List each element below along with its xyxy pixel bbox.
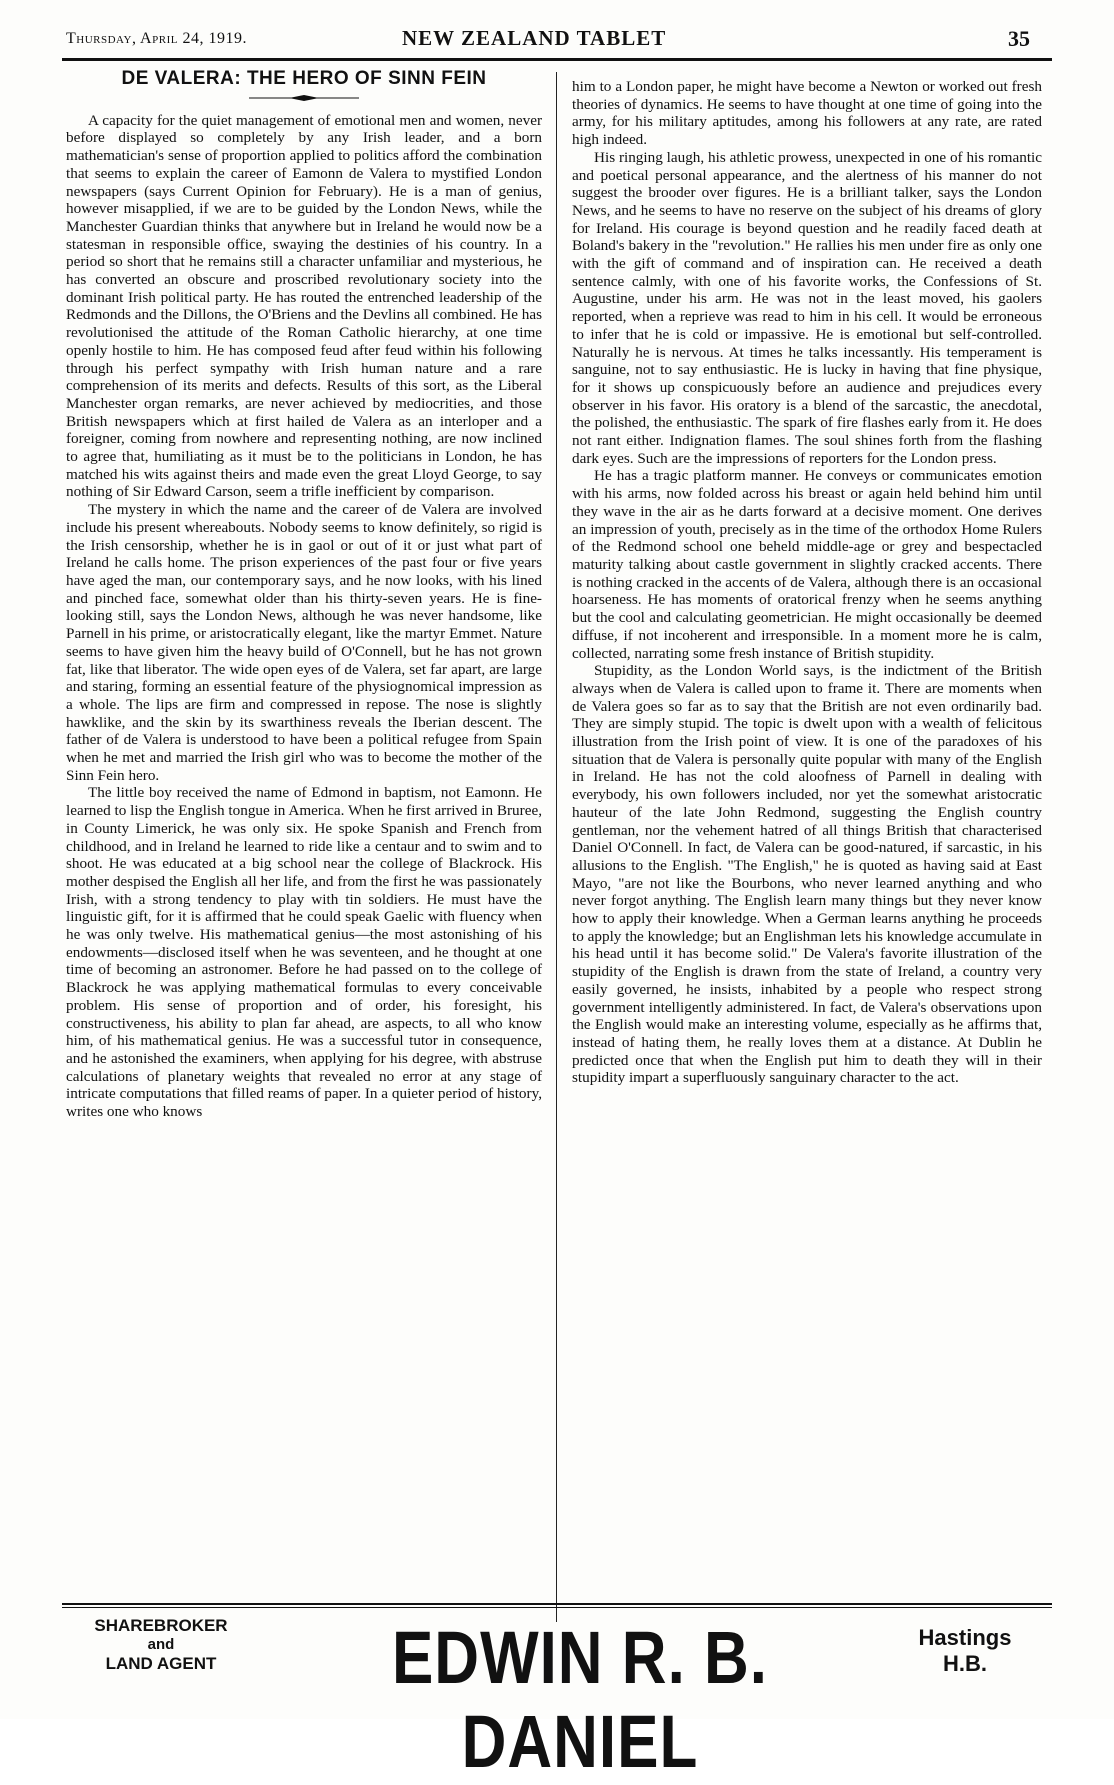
article-paragraph: The little boy received the name of Edmond in baptism, not Eamonn. He learned to lisp the English tongue in America. When he first arrived in Bruree, in County Limerick, he was only six. He spoke Spanish and French from childhood, and in Ireland he learned to ride like a centaur and to swim and to shoot. He was educated at a big school near the college of Blackrock. His mother despised the English all her life, and from the first he was passionately Irish, with a strong tendency to play with tin soldiers. He must have the linguistic gift, for it is affirmed that he could speak Gaelic with fluency when he was only twelve. His mathematical genius—the most astonishing of his endowments—disclosed itself when he was seventeen, and he thought at one time of becoming an astronomer. Before he had passed on to the college of Blackrock he was applying mathematical formulas to every conceivable problem. His sense of proportion and of order, his foresight, his constructiveness, his ability to plan far ahead, are aspects, to all who know him, of his mathematical genius. He was a successful tutor in consequence, and he astonished the examiners, when applying for his degree, with abstruse calculations of planetary weights that revealed no error at any stage of intricate computations that filled reams of paper. In a quieter period of history, writes one who knows (66, 784, 542, 1121)
article-paragraph: Stupidity, as the London World says, is the indictment of the British always when de Valera is called upon to frame it. There are moments when de Valera goes so far as to say that the British are not even ordinarily bad. They are simply stupid. The topic is dwelt upon with a wealth of felicitous illustration from the Irish point of view. It is one of the paradoxes of his situation that de Valera is personally quite popular with many of the English in Ireland. He has not the cold aloofness of Parnell in dealing with everybody, his own followers included, nor yet the somewhat aristocratic hauteur of the late John Redmond, suggesting the English country gentleman, nor the vehement hatred of all things British that characterised Daniel O'Connell. In fact, de Valera can be good-natured, if sarcastic, in his allusions to the English. "The English," he is quoted as having said at East Mayo, "are not like the Bourbons, who never learned anything and who never forgot anything. The English learn many things but they never know how to apply their knowledge. When a German learns anything he proceeds to apply the knowledge; but an Englishman lets his knowledge accumulate in his head until it has become solid." De Valera's favorite illustration of the stupidity of the English is drawn from the state of Ireland, a country very easily governed, he insists, inhabited by a people who respect strong government intelligently administered. In fact, de Valera's observations upon the English would make an interesting volume, especially as he affirms that, instead of hating them, he really loves them at a distance. At Dublin he predicted once that when the English put him to death they will in their stupidity impart a superfluously sanguinary character to the act. (572, 662, 1042, 1087)
page-number: 35 (1008, 26, 1030, 51)
right-column (572, 78, 1042, 1087)
newspaper-title: NEW ZEALAND TABLET (402, 26, 667, 50)
masthead (0, 0, 1114, 60)
issue-date: Thursday, April 24, 1919. (66, 30, 247, 47)
ad-occupation-line1: SHAREBROKER (94, 1616, 228, 1635)
article-paragraph-continued: him to a London paper, he might have become a Newton or worked out fresh theories of dynamics. He seems to have thought at one time of going into the army, for his military aptitudes, among his followers at any rate, are rated high indeed. (572, 78, 1042, 149)
ad-location-line2: H.B. (943, 1651, 987, 1676)
article-paragraph: The mystery in which the name and the career of de Valera are involved include his present whereabouts. Nobody seems to know definitely, so rigid is the Irish censorship, whether he is in gaol or out of it or just what part of Ireland he calls home. The prison experiences of the past four or five years have aged the man, our contemporary says, and he now looks, with his lined and pinched face, somewhat older than his thirty-seven years. He is fine-looking still, says the London News, although he was never handsome, like Parnell in his prime, or aristocratically elegant, like the martyr Emmet. Nature seems to have given him the heavy build of O'Connell, but he has not grown fat, like that liberator. The wide open eyes of de Valera, set far apart, are large and staring, forming an essential feature of the physiognomical impression as a whole. The lips are firm and compressed in repose. The nose is slightly hawklike, and the skin by its swarthiness reveals the Iberian descent. The father of de Valera is understood to have been a political refugee from Spain when he met and married the Irish girl who was to become the mother of the Sinn Fein hero. (66, 501, 542, 784)
left-column (66, 70, 542, 1121)
masthead-rule (62, 58, 1052, 61)
article-paragraph: He has a tragic platform manner. He conveys or communicates emotion with his arms, now folded across his breast or again held behind him until they wave in the air as he darts forward at a decisive moment. One derives an impression of youth, precisely as in the time of the orthodox Home Rulers of the Redmond school one beheld middle-age or grey and bespectacled maturity talking about castle government in slightly cracked accents. There is nothing cracked in the accents of de Valera, although there is an occasional hoarseness. He has moments of oratorical frenzy when he seems anything but the cool and calculating geometrician. He might occasionally be deemed diffuse, if not incoherent and irresponsible. In a moment more he is calm, collected, narrating some fresh instance of British stupidity. (572, 467, 1042, 662)
article-title: DE VALERA: THE HERO OF SINN FEIN (121, 68, 487, 89)
ad-occupation-line3: LAND AGENT (105, 1654, 217, 1673)
column-divider (556, 72, 557, 1622)
article-paragraph: A capacity for the quiet management of emotional men and women, never before displayed so completely by any Irish leader, and a born mathematician's sense of proportion applied to politics afford the combination that seems to explain the career of Eamonn de Valera to mystified London newspapers (says Current Opinion for February). He is a man of genius, however misapplied, if we are to be guided by the London News, while the Manchester Guardian thinks that anywhere but in Ireland he would now be a statesman in responsible office, swaying the destinies of his country. In a period so short that he remains still a character unfamiliar and mysterious, he has converted an obscure and proscribed revolutionary society into the dominant Irish political party. He has routed the entrenched leadership of the Redmonds and the Dillons, the O'Briens and the Devlins all combined. He has revolutionised the attitude of the Roman Catholic hierarchy, at one time openly hostile to him. He has composed feud after feud within his following through his perfect sympathy with Irish human nature and a rare comprehension of its merits and defects. Results of this sort, as the Liberal Manchester organ remarks, are never achieved by mediocrities, and those British newspapers which at first hailed de Valera as an interloper and a foreigner, coming from nowhere and representing nothing, are now inclined to agree that, humiliating as it must be to the politicians in London, he has matched his wits against theirs and made even the great Lloyd George, to say nothing of Sir Edward Carson, seem a trifle inefficient by comparison. (66, 111, 542, 501)
advertisement-rule-thin (62, 1607, 1052, 1608)
ad-location-line1: Hastings (918, 1625, 1012, 1650)
ad-occupation-line2: and (147, 1636, 175, 1653)
article-paragraph: His ringing laugh, his athletic prowess, unexpected in one of his romantic and poetical personal appearance, and the alertness of his manner do not suggest the brooder over figures. He is a brilliant talker, says the London News, and he seems to have no reserve on the subject of his dreams of glory for Ireland. His courage is beyond question and he readily faced death at Boland's bakery in the "revolution." He rallies his men under fire as only one with the gift of command and of inspiration can. He received a death sentence calmly, with one of his favorite works, the Confessions of St. Augustine, under his arm. He was not in the least moved, his gaolers reported, when a reprieve was read to him in his cell. It would be erroneous to infer that he is cold or impassive. He is emotional but self-controlled. Naturally he is nervous. At times he talks incessantly. His temperament is sanguine, not to say enthusiastic. He is lucky in having that fine physique, for it shows up conspicuously before an audience and prejudices every observer in his favor. His oratory is a blend of the sarcastic, the anecdotal, the polished, the enthusiastic. The spark of fire flashes early from it. He does not rant either. Indignation flames. The soul shines forth from the flashing dark eyes. Such are the impressions of reporters for the London press. (572, 148, 1042, 467)
advertisement-location (890, 1625, 1040, 1677)
advertisement-rule (62, 1603, 1052, 1605)
advertiser-name: EDWIN R. B. DANIEL (391, 1617, 769, 1784)
advertisement-occupation (66, 1616, 256, 1673)
title-ornament (249, 94, 359, 102)
